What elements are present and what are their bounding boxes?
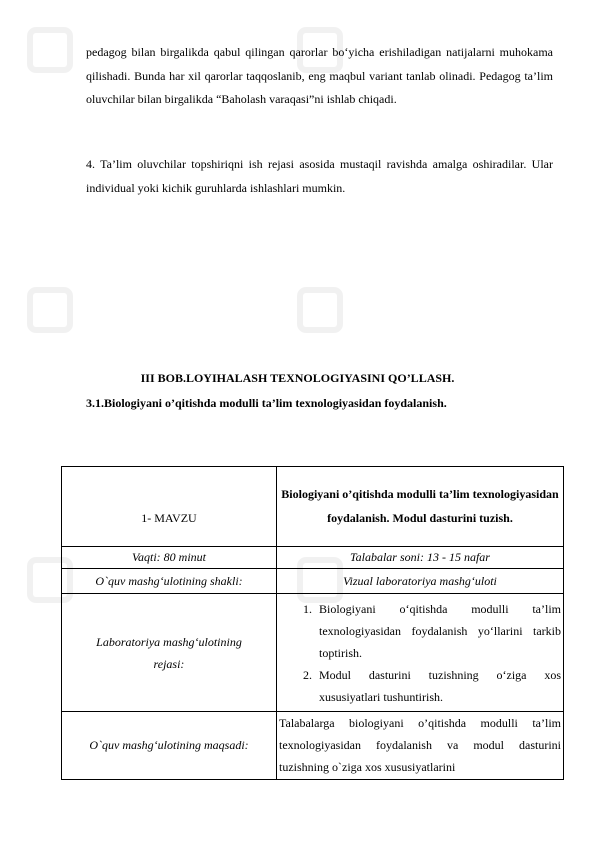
form-label-cell: O`quv mashg‘ulotining shakli: [62,569,277,594]
body-paragraph-numbered: 4. Ta’lim oluvchilar topshiriqni ish rejasi asosida mustaqil ravishda amalga oshiradilar. Ular individual yoki kichik guruhlarda ishlashlari mumkin. [86,157,553,195]
plan-item: 2. Modul dasturini tuzishning o‘ziga xos xususiyatlari tushuntirish. [315,664,561,708]
plan-item: 1. Biologiyani o‘qitishda modulli ta’lim texnologiyasidan foydalanish yo‘llarini tarkib toptirish. [315,598,561,664]
topic-label: 1- MAVZU [141,511,197,525]
lesson-plan-table [61,466,564,780]
form-value-cell: Vizual laboratoriya mashg‘uloti [277,569,564,594]
goal-label-cell: O`quv mashg‘ulotining maqsadi: [62,712,277,780]
topic-title-cell [277,467,564,547]
table-row-plan [62,594,564,712]
time-cell: Vaqti: 80 minut [62,547,277,569]
goal-value-cell: Talabalarga biologiyani o’qitishda modulli ta’lim texnologiyasidan foydalanish va modul dasturini tuzishning o`ziga xos xususiyatlarini [277,712,564,780]
table-row-time [62,547,564,569]
students-cell: Talabalar soni: 13 - 15 nafar [277,547,564,569]
plan-label: Laboratoriya mashg‘ulotining rejasi: [96,634,242,671]
plan-label-cell [62,594,277,712]
table-row-goal [62,712,564,780]
plan-items-cell [277,594,564,712]
plan-list [279,598,561,708]
body-paragraph: pedagog bilan birgalikda qabul qilingan qarorlar bo‘yicha erishiladigan natijalarni muhokama qilishadi. Bunda har xil qarorlar taqqoslanib, eng maqbul variant tanlab olinadi. Pedagog ta’lim oluvchilar bilan birgalikda “Baholash varaqasi”ni ishlab chiqadi. [86,45,553,106]
table-row-form [62,569,564,594]
topic-title: Biologiyani o’qitishda modulli ta’lim texnologiyasidan foydalanish. Modul dasturini tuzish. [281,487,559,525]
table-row-topic [62,467,564,547]
section-title: 3.1.Biologiyani o’qitishda modulli ta’lim texnologiyasidan foydalanish. [86,396,447,410]
chapter-title: III BOB.LOYIHALASH TEXNOLOGIYASINI QO’LLASH. [140,371,455,385]
topic-label-cell [62,467,277,547]
